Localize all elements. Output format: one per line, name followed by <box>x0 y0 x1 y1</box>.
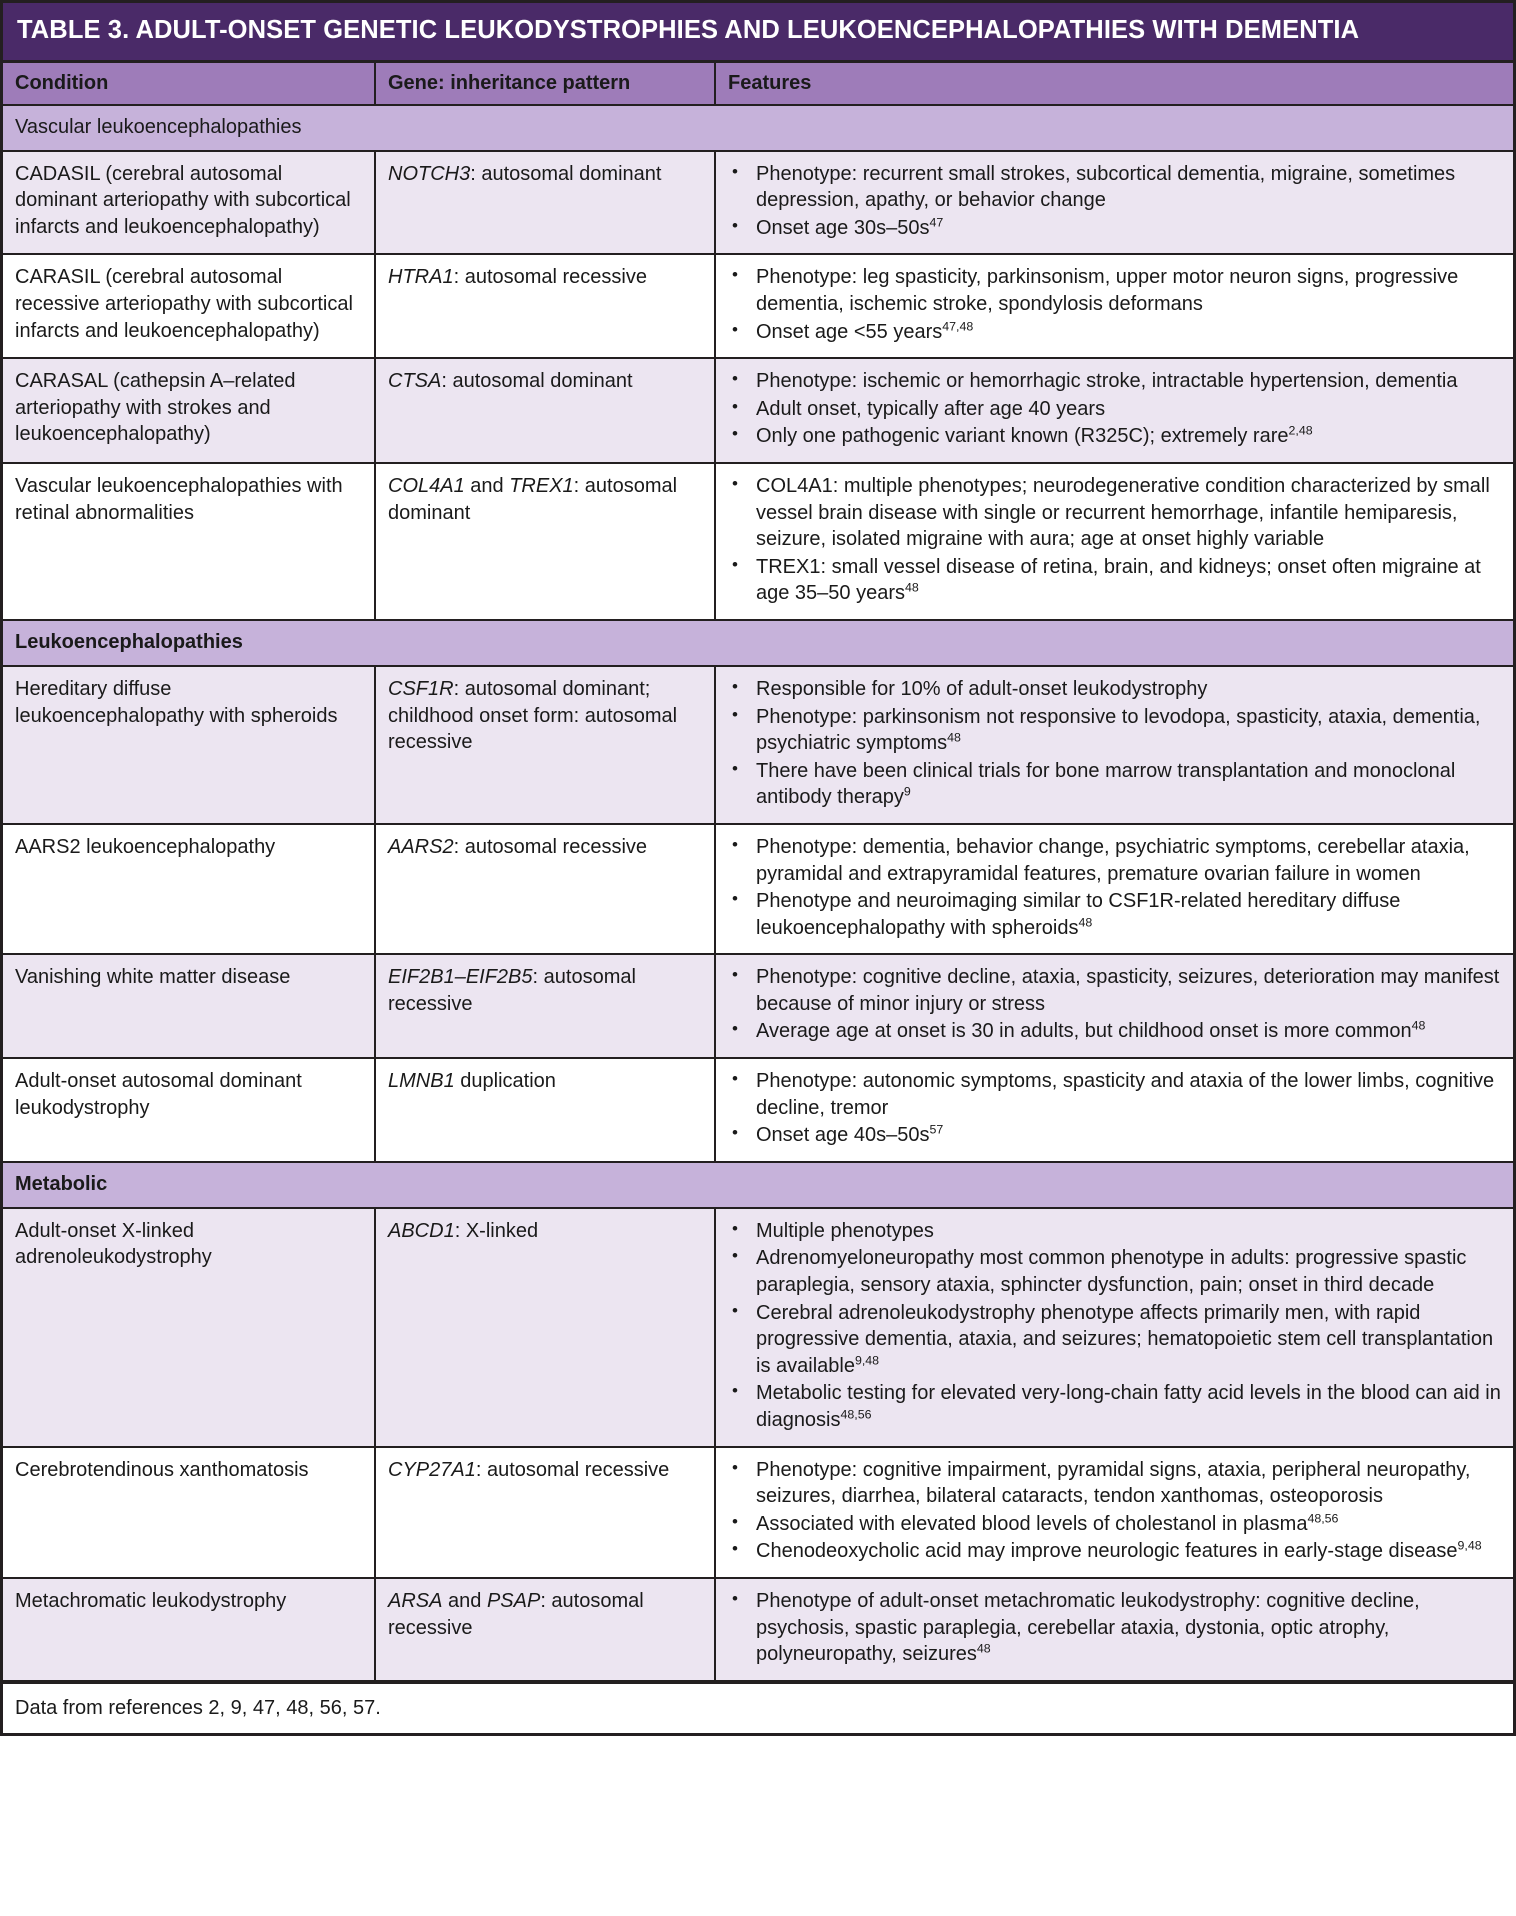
feature-item: • Average age at onset is 30 in adults, but childhood onset is more common$^{48}$ <box>728 1018 1501 1045</box>
section-band-row <box>3 1162 1513 1208</box>
cell-features <box>715 1208 1513 1447</box>
feature-item: • TREX1: small vessel disease of retina, brain, and kidneys; onset often migraine at age 35–50 years$^{48}$ <box>728 554 1501 607</box>
gene-symbol: TREX1 <box>509 474 574 497</box>
feature-item: • Phenotype of adult-onset metachromatic leukodystrophy: cognitive decline, psychosis, spastic paraplegia, cerebellar ataxia, dystonia, optic atrophy, polyneuropathy, seizures$^{48}$ <box>728 1588 1501 1668</box>
feature-item: • Chenodeoxycholic acid may improve neurologic features in early-stage disease$^{9,48}$ <box>728 1538 1501 1565</box>
cell-gene: ARSA and PSAP: autosomal recessive <box>375 1578 715 1681</box>
reference-superscript: 2,48 <box>1288 423 1313 438</box>
cell-gene: LMNB1 duplication <box>375 1058 715 1162</box>
leukodystrophy-table <box>3 63 1513 1682</box>
cell-features <box>715 1058 1513 1162</box>
reference-superscript: 48 <box>976 1641 991 1656</box>
cell-gene: AARS2: autosomal recessive <box>375 824 715 954</box>
cell-condition: Metachromatic leukodystrophy <box>3 1578 375 1681</box>
table-footnote: Data from references 2, 9, 47, 48, 56, 57. <box>3 1682 1513 1733</box>
gene-symbol: HTRA1 <box>388 266 454 289</box>
reference-superscript: 9,48 <box>854 1353 880 1368</box>
gene-symbol: AARS2 <box>388 835 454 858</box>
feature-list <box>728 1457 1501 1565</box>
feature-item: • Adult onset, typically after age 40 years <box>728 396 1501 423</box>
reference-superscript: 47 <box>929 215 944 230</box>
cell-condition: Hereditary diffuse leukoencephalopathy with spheroids <box>3 666 375 824</box>
cell-gene: CTSA: autosomal dominant <box>375 358 715 463</box>
gene-symbol: PSAP <box>486 1589 541 1612</box>
feature-item: • Phenotype: parkinsonism not responsive to levodopa, spasticity, ataxia, dementia, psychiatric symptoms$^{48}$ <box>728 704 1501 757</box>
cell-condition: CARASAL (cathepsin A–related arteriopathy with strokes and leukoencephalopathy) <box>3 358 375 463</box>
column-header-features: Features <box>715 63 1513 105</box>
feature-list <box>728 1218 1501 1434</box>
table-row <box>3 1578 1513 1681</box>
table-row <box>3 358 1513 463</box>
cell-condition: Vanishing white matter disease <box>3 954 375 1058</box>
column-header-gene: Gene: inheritance pattern <box>375 63 715 105</box>
feature-item: • Adrenomyeloneuropathy most common phenotype in adults: progressive spastic paraplegia, sensory ataxia, sphincter dysfunction, pain; onset in third decade <box>728 1245 1501 1298</box>
feature-item: • Phenotype: recurrent small strokes, subcortical dementia, migraine, sometimes depression, apathy, or behavior change <box>728 161 1501 214</box>
feature-item: • Only one pathogenic variant known (R325C); extremely rare$^{2,48}$ <box>728 423 1501 450</box>
feature-item: • Onset age $30s-50s^{47}$ <box>728 215 1501 242</box>
feature-item: • Onset age $40s-50s^{57}$ <box>728 1122 1501 1149</box>
cell-features <box>715 954 1513 1058</box>
feature-item: • Onset age <55 years$^{47,48}$ <box>728 319 1501 346</box>
reference-superscript: 9 <box>903 784 911 799</box>
cell-gene: NOTCH3: autosomal dominant <box>375 151 715 255</box>
section-band-row <box>3 620 1513 666</box>
cell-features <box>715 463 1513 620</box>
cell-condition: Adult-onset X-linked adrenoleukodystrophy <box>3 1208 375 1447</box>
cell-features <box>715 358 1513 463</box>
cell-features <box>715 1578 1513 1681</box>
table-row <box>3 463 1513 620</box>
cell-gene: ABCD1: X-linked <box>375 1208 715 1447</box>
cell-condition: Adult-onset autosomal dominant leukodystrophy <box>3 1058 375 1162</box>
feature-item: • Phenotype: autonomic symptoms, spasticity and ataxia of the lower limbs, cognitive decline, tremor <box>728 1068 1501 1121</box>
feature-list <box>728 368 1501 450</box>
feature-item: • COL4A1: multiple phenotypes; neurodegenerative condition characterized by small vessel brain disease with single or recurrent hemorrhage, infantile hemiparesis, seizure, isolated migraine with aura; age at onset highly variable <box>728 473 1501 553</box>
table-row <box>3 1208 1513 1447</box>
gene-symbol: ABCD1 <box>388 1219 455 1242</box>
table-title: TABLE 3. ADULT-ONSET GENETIC LEUKODYSTROPHIES AND LEUKOENCEPHALOPATHIES WITH DEMENTIA <box>3 3 1513 63</box>
feature-list <box>728 161 1501 242</box>
gene-symbol: ARSA <box>388 1589 443 1612</box>
reference-superscript: 47,48 <box>942 318 974 333</box>
gene-symbol: EIF2B1–EIF2B5 <box>388 966 533 989</box>
table-row <box>3 824 1513 954</box>
cell-condition: Vascular leukoencephalopathies with retinal abnormalities <box>3 463 375 620</box>
reference-superscript: 48,56 <box>1307 1511 1339 1526</box>
cell-condition: AARS2 leukoencephalopathy <box>3 824 375 954</box>
reference-superscript: 57 <box>929 1122 944 1137</box>
cell-gene: HTRA1: autosomal recessive <box>375 254 715 358</box>
section-label: Vascular leukoencephalopathies <box>3 105 1513 151</box>
table-row <box>3 666 1513 824</box>
feature-item: • Associated with elevated blood levels of cholestanol in plasma$^{48,56}$ <box>728 1511 1501 1538</box>
reference-superscript: 48 <box>1078 915 1093 930</box>
feature-item: • Phenotype: cognitive decline, ataxia, spasticity, seizures, deterioration may manifest because of minor injury or stress <box>728 964 1501 1017</box>
cell-gene: CYP27A1: autosomal recessive <box>375 1447 715 1578</box>
feature-item: • Multiple phenotypes <box>728 1218 1501 1245</box>
feature-item: • Phenotype: cognitive impairment, pyramidal signs, ataxia, peripheral neuropathy, seizures, diarrhea, bilateral cataracts, tendon xanthomas, osteoporosis <box>728 1457 1501 1510</box>
gene-symbol: CSF1R <box>388 677 454 700</box>
section-label: Metabolic <box>3 1162 1513 1208</box>
table-row <box>3 254 1513 358</box>
feature-list <box>728 964 1501 1045</box>
gene-symbol: CTSA <box>388 370 442 393</box>
cell-gene: EIF2B1–EIF2B5: autosomal recessive <box>375 954 715 1058</box>
cell-features <box>715 1447 1513 1578</box>
reference-superscript: 48 <box>947 730 961 745</box>
section-band-row <box>3 105 1513 151</box>
reference-superscript: 48 <box>905 580 919 595</box>
gene-symbol: CYP27A1 <box>388 1458 476 1481</box>
feature-list <box>728 1588 1501 1668</box>
feature-item: • Phenotype and neuroimaging similar to CSF1R-related hereditary diffuse leukoencephalopathy with spheroids$^{48}$ <box>728 888 1501 941</box>
cell-features <box>715 151 1513 255</box>
cell-features <box>715 666 1513 824</box>
column-header-condition: Condition <box>3 63 375 105</box>
feature-list <box>728 1068 1501 1149</box>
table-row <box>3 151 1513 255</box>
table-row <box>3 1058 1513 1162</box>
feature-item: • Responsible for 10% of adult-onset leukodystrophy <box>728 676 1501 703</box>
table-body <box>3 105 1513 1681</box>
table-row <box>3 1447 1513 1578</box>
feature-item: • Phenotype: ischemic or hemorrhagic stroke, intractable hypertension, dementia <box>728 368 1501 395</box>
feature-item: • Metabolic testing for elevated very-long-chain fatty acid levels in the blood can aid in diagnosis$^{48,56}$ <box>728 1380 1501 1433</box>
feature-item: • Phenotype: dementia, behavior change, psychiatric symptoms, cerebellar ataxia, pyramidal and extrapyramidal features, premature ovarian failure in women <box>728 834 1501 887</box>
cell-features <box>715 254 1513 358</box>
reference-superscript: 48 <box>1411 1018 1426 1033</box>
gene-symbol: LMNB1 <box>388 1070 455 1093</box>
gene-symbol: COL4A1 <box>388 474 465 497</box>
cell-condition: CADASIL (cerebral autosomal dominant arteriopathy with subcortical infarcts and leukoencephalopathy) <box>3 151 375 255</box>
cell-features <box>715 824 1513 954</box>
feature-list <box>728 676 1501 811</box>
feature-list <box>728 834 1501 941</box>
feature-item: • Phenotype: leg spasticity, parkinsonism, upper motor neuron signs, progressive dementia, ischemic stroke, spondylosis deformans <box>728 264 1501 317</box>
cell-condition: Cerebrotendinous xanthomatosis <box>3 1447 375 1578</box>
feature-item: • There have been clinical trials for bone marrow transplantation and monoclonal antibody therapy$^9$ <box>728 758 1501 811</box>
cell-condition: CARASIL (cerebral autosomal recessive arteriopathy with subcortical infarcts and leukoencephalopathy) <box>3 254 375 358</box>
section-label: Leukoencephalopathies <box>3 620 1513 666</box>
gene-symbol: NOTCH3 <box>388 162 471 185</box>
table-row <box>3 954 1513 1058</box>
feature-list <box>728 264 1501 345</box>
cell-gene: COL4A1 and TREX1: autosomal dominant <box>375 463 715 620</box>
reference-superscript: 9,48 <box>1457 1538 1482 1553</box>
reference-superscript: 48,56 <box>840 1407 872 1422</box>
cell-gene: CSF1R: autosomal dominant; childhood onset form: autosomal recessive <box>375 666 715 824</box>
feature-list <box>728 473 1501 607</box>
feature-item: • Cerebral adrenoleukodystrophy phenotype affects primarily men, with rapid progressive dementia, ataxia, and seizures; hematopoietic stem cell transplantation is available$^{9,48}$ <box>728 1300 1501 1380</box>
table-header-row <box>3 63 1513 105</box>
